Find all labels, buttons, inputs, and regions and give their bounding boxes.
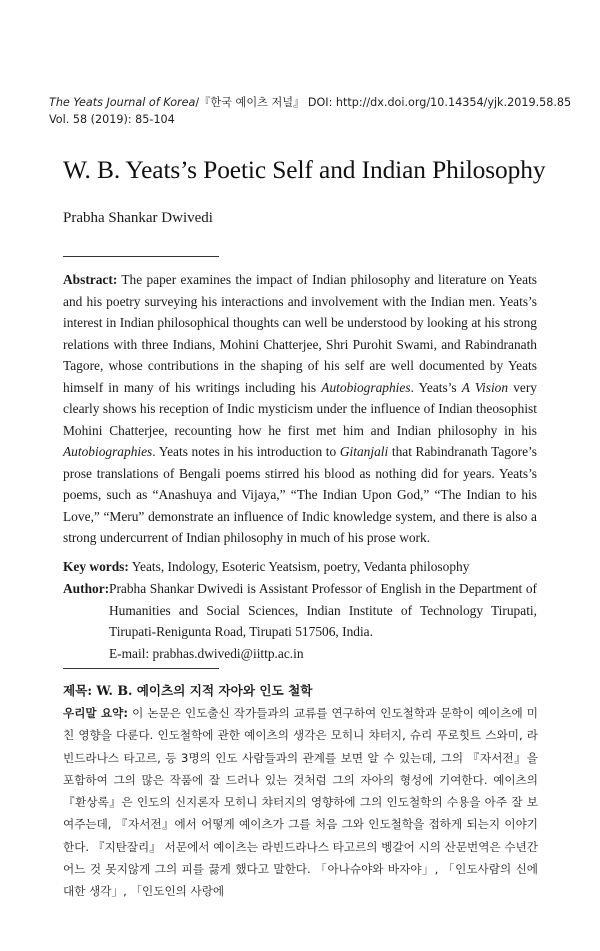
abstract-text: . Yeats’s [410, 379, 462, 395]
abstract-label: Abstract: [63, 272, 118, 287]
book-title: Gitanjali [339, 444, 389, 459]
abstract-paragraph [63, 269, 537, 549]
author-label: Author: [63, 581, 110, 596]
author-bio: Prabha Shankar Dwivedi is Assistant Professor of English in the Department of Humanities and Social Sciences, Indian Institute of Technology Tirupati, Tirupati-Renigunta Road, Tirupati 517506, India. [109, 581, 537, 639]
book-title: A Vision [461, 379, 509, 395]
journal-name: The Yeats Journal of Korea [49, 96, 196, 109]
journal-name-ko-doi: /『한국 예이츠 저널』 DOI: http://dx.doi.org/10.14354/yjk.2019.58.85 [195, 96, 572, 109]
author-info [63, 578, 537, 664]
abstract-text: The paper examines the impact of Indian philosophy and literature on Yeats and his poetry surveying his interactions and involvement with the Indian men. Yeats’s interest in Indian philosophical thoughts can well be understood by looking at his strong relations with three Indians, Mohini Chatterjee, Shri Purohit Swami, and Rabindranath Tagore, whose contributions in the shaping of his self are well documented by Yeats himself in many of his writings including his [63, 272, 537, 395]
keywords [63, 556, 537, 578]
journal-citation [49, 94, 572, 111]
abstract-text: that Rabindranath Tagore’s prose translations of Bengali poems stirred his blood as nothing did for years. Yeats’s poems, such as “Anashuya and Vijaya,” “The Indian Upon God,” “The Indian to his Love,” “Meru” demonstrate an influence of Indic knowledge system, and there is also a strong undercurrent of Indian philosophy in much of his prose work. [63, 444, 537, 545]
book-title: Autobiographies [63, 444, 153, 459]
korean-title: 제목: W. B. 예이츠의 지적 자아와 인도 철학 [63, 683, 313, 698]
volume-info: Vol. 58 (2019): 85-104 [49, 113, 175, 126]
divider [63, 668, 219, 669]
abstract-text: very clearly shows his reception of Indic mysticism under the influence of Indian theosophist Mohini Chatterjee, recounting how he first met him and Indian philosophy in his [63, 379, 538, 438]
keywords-text: Yeats, Indology, Esoteric Yeatsism, poetry, Vedanta philosophy [128, 559, 470, 574]
korean-abstract [63, 702, 538, 903]
article-author: Prabha Shankar Dwivedi [63, 210, 213, 226]
abstract-text: . Yeats notes in his introduction to [152, 444, 340, 459]
book-title: Autobiographies [321, 379, 411, 395]
korean-abstract-text: 이 논문은 인도출신 작가들과의 교류를 연구하여 인도철학과 문학이 예이츠에 미친 영향을 다룬다. 인도철학에 관한 예이츠의 생각은 모히니 챠터지, 슈리 푸로힛트 스와미, 라빈드라나스 타고르, 등 3명의 인도 사람들과의 관계를 보면 알 수 있는데, 그의 『자서전』을 포함하여 그의 많은 작품에 잘 드러나 있는 것처럼 그의 자아의 형성에 기여한다. 예이츠의 『환상록』은 인도의 신지론자 모히니 챠터지의 영향하에 그의 인도철학의 수용을 아주 잘 보여주는데, 『자서전』에서 어떻게 예이츠가 그를 처음 그와 인도철학을 접하게 되는지 이야기한다. 『지탄잘리』 서문에서 예이츠는 라빈드라나스 타고르의 벵갈어 시의 산문번역은 수년간 어느 것 못지않게 그의 피를 끓게 했다고 말한다. 「아나슈야와 바자야」, 「인도사람의 신에 대한 생각」, 「인도인의 사랑에 [63, 706, 538, 899]
divider [63, 256, 219, 257]
author-email: E-mail: prabhas.dwivedi@iittp.ac.in [109, 645, 304, 661]
abstract [63, 269, 537, 549]
korean-abstract-label: 우리말 요약: [63, 706, 129, 720]
journal-header [49, 94, 572, 128]
keywords-label: Key words: [63, 559, 129, 574]
article-title: W. B. Yeats’s Poetic Self and Indian Philosophy [63, 156, 546, 184]
